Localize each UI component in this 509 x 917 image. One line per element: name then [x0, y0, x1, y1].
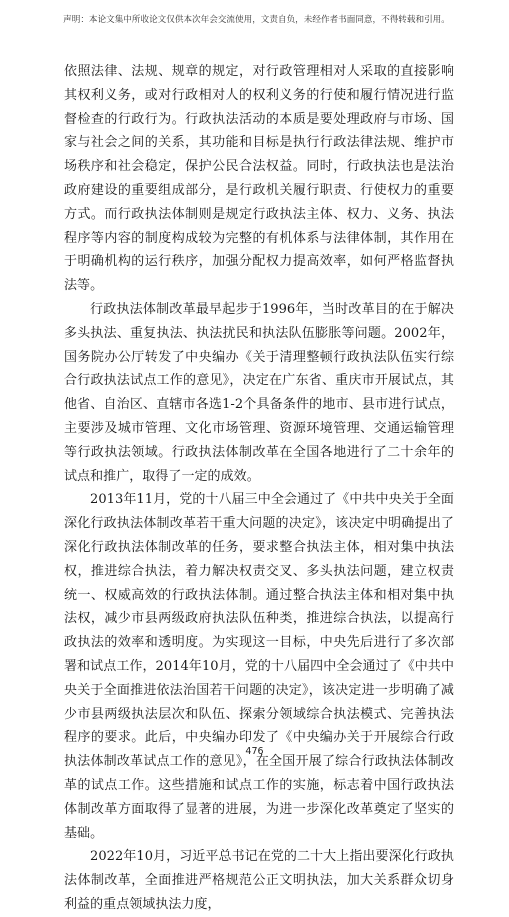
copyright-notice: 声明：本论文集中所收论文仅供本次年会交流使用，文责自负，未经作者书面同意，不得转载和引用。	[63, 15, 450, 25]
paragraph-continuation: 依照法律、法规、规章的规定，对行政管理相对人采取的直接影响其权利义务，或对行政相对人的权利义务的行使和履行情况进行监督检查的行政行为。行政执法活动的本质是要处理政府与市场、国家与社会之间的关系，其功能和目标是执行行政法律法规、维护市场秩序和社会稳定，保护公民合法权益。同时，行政执法也是法治政府建设的重要组成部分，是行政机关履行职责、行使权力的重要方式。而行政执法体制则是规定行政执法主体、权力、义务、执法程序等内容的制度构成较为完整的有机体系与法律体制，其作用在于明确机构的运行秩序，加强分配权力提高效率，如何严格监督执法等。	[64, 64, 454, 294]
document-body	[64, 60, 454, 917]
paragraph: 2013年11月，党的十八届三中全会通过了《中共中央关于全面深化行政执法体制改革若干重大问题的决定》，该决定中明确提出了深化行政执法体制改革的任务，要求整合执法主体，相对集中执法权，推进综合执法，着力解决权责交叉、多头执法问题，建立权责统一、权威高效的行政执法体制。通过整合执法主体和相对集中执法权，减少市县两级政府执法队伍种类，推进综合执法，以提高行政执法的效率和透明度。为实现这一目标，中央先后进行了多次部署和试点工作，2014年10月，党的十八届四中全会通过了《中共中央关于全面推进依法治国若干问题的决定》，该决定进一步明确了减少市县两级执法层次和队伍、探索分领域综合执法模式、完善执法程序的要求。此后，中央编办印发了《中央编办关于开展综合行政执法体制改革试点工作的意见》，在全国开展了综合行政执法体制改革的试点工作。这些措施和试点工作的实施，标志着中国行政执法体制改革方面取得了显著的进展，为进一步深化改革奠定了坚实的基础。	[64, 492, 454, 841]
paragraph: 行政执法体制改革最早起步于1996年，当时改革目的在于解决多头执法、重复执法、执法扰民和执法队伍膨胀等问题。2002年，国务院办公厅转发了中央编办《关于清理整顿行政执法队伍实行综合行政执法试点工作的意见》，决定在广东省、重庆市开展试点，其他省、自治区、直辖市各选1-2个具备条件的地市、县市进行试点，主要涉及城市管理、文化市场管理、资源环境管理、交通运输管理等行政执法领域。行政执法体制改革在全国各地进行了二十余年的试点和推广，取得了一定的成效。	[64, 301, 454, 484]
paragraph: 2022年10月，习近平总书记在党的二十大上指出要深化行政执法体制改革，全面推进严格规范公正文明执法，加大关系群众切身利益的重点领域执法力度，	[64, 849, 454, 912]
page-number: 476	[245, 746, 264, 757]
